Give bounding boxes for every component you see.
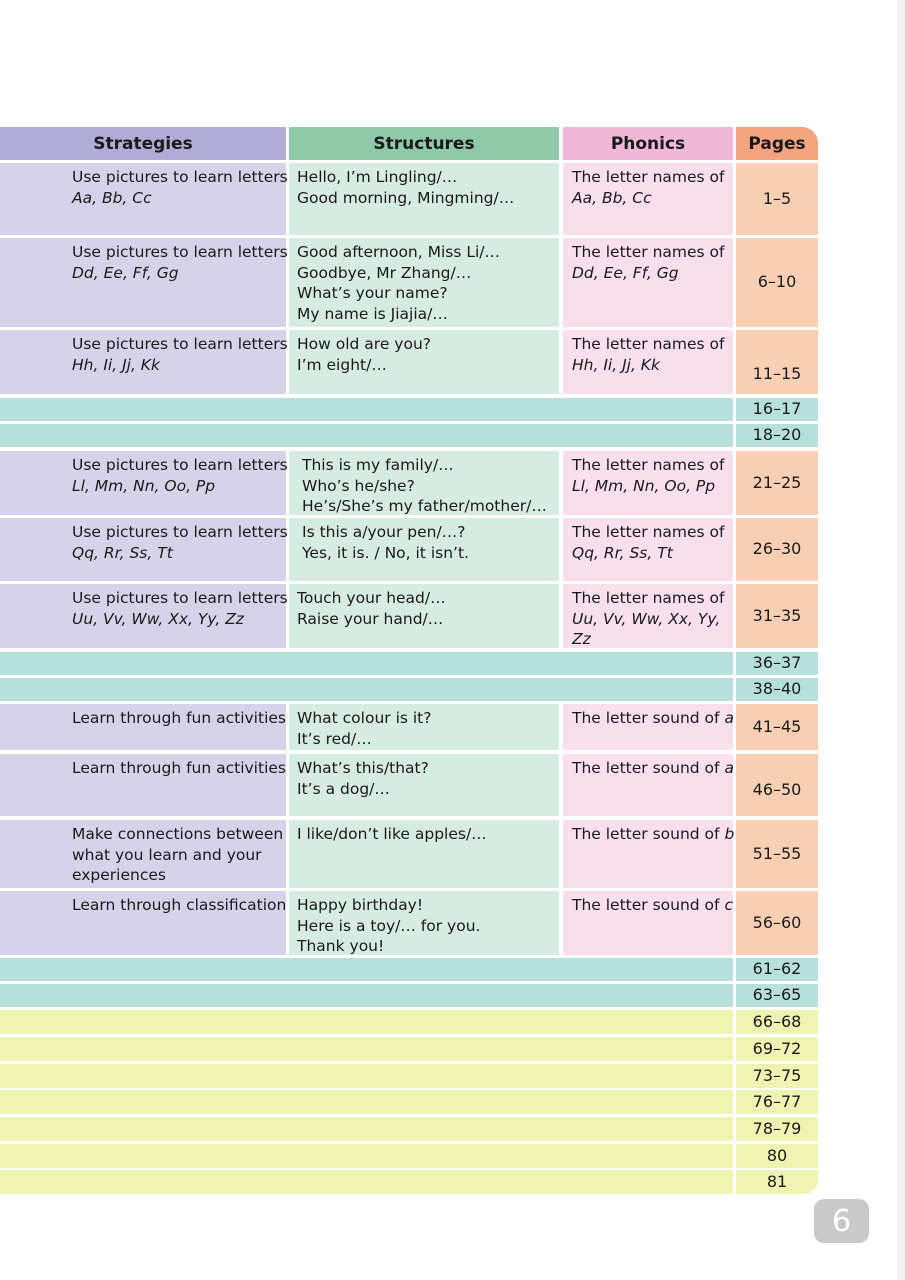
strategies-cell (0, 518, 286, 581)
strategies-cell (0, 238, 286, 327)
strategy-letters: Dd, Ee, Ff, Gg (72, 263, 179, 282)
strategy-text: Use pictures to learn letters (72, 523, 288, 541)
pages-cell: 6–10 (736, 238, 818, 327)
table-row (0, 163, 905, 235)
pages-cell: 80 (736, 1144, 818, 1168)
phonics-text: The letter names of (572, 335, 725, 353)
structure-line: Good afternoon, Miss Li/… (297, 243, 501, 261)
header-phonics: Phonics (563, 127, 733, 160)
phonics-text: The letter names of (572, 589, 725, 607)
pages-cell: 16–17 (736, 398, 818, 421)
band-empty (0, 1170, 733, 1194)
strategy-text: experiences (72, 866, 166, 884)
pages-cell: 21–25 (736, 451, 818, 515)
phonics-letters: Qq, Rr, Ss, Tt (572, 543, 673, 562)
strategy-text: Use pictures to learn letters (72, 456, 288, 474)
pages-cell: 1–5 (736, 163, 818, 235)
structure-line: Hello, I’m Lingling/… (297, 168, 458, 186)
structures-cell (289, 704, 559, 750)
table-row (0, 584, 905, 648)
pages-cell: 31–35 (736, 584, 818, 648)
band-empty (0, 1117, 733, 1141)
table-row (0, 424, 905, 447)
table-row (0, 1090, 905, 1114)
band-empty (0, 1064, 733, 1088)
phonics-letters: Hh, Ii, Jj, Kk (572, 355, 660, 374)
pages-cell: 38–40 (736, 678, 818, 701)
structure-line: He’s/She’s my father/mother/… (302, 497, 547, 515)
table-row (0, 398, 905, 421)
pages-cell: 36–37 (736, 652, 818, 675)
table-row (0, 958, 905, 981)
structure-line: My name is Jiajia/… (297, 304, 448, 323)
phonics-text (572, 758, 734, 779)
structure-line: Yes, it is. / No, it isn’t. (302, 543, 469, 562)
structures-cell (289, 891, 559, 955)
header-strategies: Strategies (0, 127, 286, 160)
phonics-label: The letter sound of (572, 709, 720, 727)
phonics-label: The letter sound of (572, 825, 720, 843)
structure-line: What’s this/that? (297, 759, 429, 777)
structures-cell (289, 518, 559, 581)
strategies-cell (0, 891, 286, 955)
pages-cell: 76–77 (736, 1090, 818, 1114)
structure-line: Raise your hand/… (297, 609, 444, 628)
phonics-cell (563, 584, 733, 648)
table-row (0, 1037, 905, 1061)
structure-line: How old are you? (297, 335, 431, 353)
structure-line: Thank you! (297, 937, 385, 955)
phonics-label: The letter sound of (572, 759, 720, 777)
phonics-letters: Aa, Bb, Cc (572, 188, 652, 207)
pages-cell: 11–15 (736, 330, 818, 394)
band-empty (0, 958, 733, 981)
pages-cell: 63–65 (736, 984, 818, 1007)
table-row (0, 984, 905, 1007)
strategies-cell (0, 163, 286, 235)
pages-cell: 56–60 (736, 891, 818, 955)
strategies-cell (0, 754, 286, 816)
pages-cell: 46–50 (736, 754, 818, 816)
strategy-text: Use pictures to learn letters (72, 335, 288, 353)
table-row (0, 238, 905, 327)
table-row (0, 1064, 905, 1088)
structures-cell (289, 451, 559, 515)
band-empty (0, 984, 733, 1007)
structure-line: Touch your head/… (297, 589, 446, 607)
phonics-letters: Uu, Vv, Ww, Xx, Yy, (572, 609, 721, 628)
strategy-text: Learn through classification (72, 896, 287, 914)
structures-cell (289, 754, 559, 816)
table-row (0, 1144, 905, 1168)
phonics-cell (563, 704, 733, 750)
strategy-text: Use pictures to learn letters (72, 243, 288, 261)
pages-cell: 41–45 (736, 704, 818, 750)
band-empty (0, 1144, 733, 1168)
table-row (0, 820, 905, 888)
phonics-letter: b (724, 825, 735, 843)
table-row (0, 1117, 905, 1141)
phonics-cell (563, 891, 733, 955)
strategy-text: Learn through fun activities (72, 709, 286, 727)
phonics-cell (563, 754, 733, 816)
phonics-cell (563, 820, 733, 888)
phonics-letters: Zz (572, 630, 591, 648)
phonics-letters: Ll, Mm, Nn, Oo, Pp (572, 476, 716, 495)
strategy-letters: Hh, Ii, Jj, Kk (72, 355, 160, 374)
table-row (0, 1170, 905, 1194)
phonics-letter: a (724, 709, 734, 727)
header-structures: Structures (289, 127, 559, 160)
structure-line: What’s your name? (297, 284, 448, 302)
table-row (0, 652, 905, 675)
pages-cell: 51–55 (736, 820, 818, 888)
strategies-cell (0, 820, 286, 888)
table-row (0, 678, 905, 701)
structure-line: Here is a toy/… for you. (297, 916, 481, 935)
pages-cell: 66–68 (736, 1010, 818, 1034)
phonics-letters: Dd, Ee, Ff, Gg (572, 263, 679, 282)
structure-line: Is this a/your pen/…? (302, 523, 466, 541)
structures-cell (289, 163, 559, 235)
structures-cell (289, 584, 559, 648)
structures-cell (289, 330, 559, 394)
strategy-text: Learn through fun activities (72, 759, 286, 777)
strategy-letters: Ll, Mm, Nn, Oo, Pp (72, 476, 216, 495)
band-empty (0, 678, 733, 701)
structure-line: This is my family/… (302, 456, 454, 474)
pages-cell: 18–20 (736, 424, 818, 447)
table-row (0, 891, 905, 955)
strategies-cell (0, 704, 286, 750)
strategies-cell (0, 451, 286, 515)
table-row (0, 518, 905, 581)
strategy-letters: Aa, Bb, Cc (72, 188, 152, 207)
structure-line: Good morning, Mingming/… (297, 188, 515, 207)
structure-line: It’s a dog/… (297, 779, 390, 798)
pages-cell: 69–72 (736, 1037, 818, 1061)
strategy-letters: Qq, Rr, Ss, Tt (72, 543, 173, 562)
structure-line: What colour is it? (297, 709, 432, 727)
structure-line: Who’s he/she? (302, 476, 415, 495)
pages-cell: 81 (736, 1170, 818, 1194)
phonics-text: The letter names of (572, 456, 725, 474)
table-row (0, 330, 905, 394)
table-row (0, 704, 905, 750)
phonics-letter: a (724, 759, 734, 777)
band-empty (0, 652, 733, 675)
phonics-cell (563, 518, 733, 581)
pages-cell: 61–62 (736, 958, 818, 981)
pages-cell: 73–75 (736, 1064, 818, 1088)
band-empty (0, 1037, 733, 1061)
structure-line: Happy birthday! (297, 896, 424, 914)
table-row (0, 754, 905, 816)
structure-line: It’s red/… (297, 729, 372, 748)
structure-line: Goodbye, Mr Zhang/… (297, 263, 472, 282)
phonics-cell (563, 451, 733, 515)
pages-cell: 26–30 (736, 518, 818, 581)
phonics-cell (563, 238, 733, 327)
header-pages: Pages (736, 127, 818, 160)
phonics-text: The letter names of (572, 168, 725, 186)
strategy-text: Use pictures to learn letters (72, 589, 288, 607)
phonics-text: The letter names of (572, 523, 725, 541)
phonics-text: The letter names of (572, 243, 725, 261)
strategy-text: what you learn and your (72, 845, 262, 864)
structures-cell (289, 238, 559, 327)
band-empty (0, 424, 733, 447)
band-empty (0, 1010, 733, 1034)
page-number-badge: 6 (814, 1199, 869, 1243)
phonics-text (572, 895, 733, 916)
phonics-text (572, 708, 734, 729)
structures-cell (289, 820, 559, 888)
table-row (0, 1010, 905, 1034)
phonics-cell (563, 330, 733, 394)
strategy-letters: Uu, Vv, Ww, Xx, Yy, Zz (72, 609, 244, 628)
strategy-text: Make connections between (72, 825, 284, 843)
strategies-cell (0, 584, 286, 648)
phonics-letter: c (724, 896, 733, 914)
table-row (0, 451, 905, 515)
phonics-cell (563, 163, 733, 235)
phonics-label: The letter sound of (572, 896, 720, 914)
band-empty (0, 1090, 733, 1114)
phonics-text (572, 824, 735, 845)
strategy-text: Use pictures to learn letters (72, 168, 288, 186)
pages-cell: 78–79 (736, 1117, 818, 1141)
structure-line: I’m eight/… (297, 355, 387, 374)
strategies-cell (0, 330, 286, 394)
band-empty (0, 398, 733, 421)
structure-line: I like/don’t like apples/… (297, 825, 487, 843)
